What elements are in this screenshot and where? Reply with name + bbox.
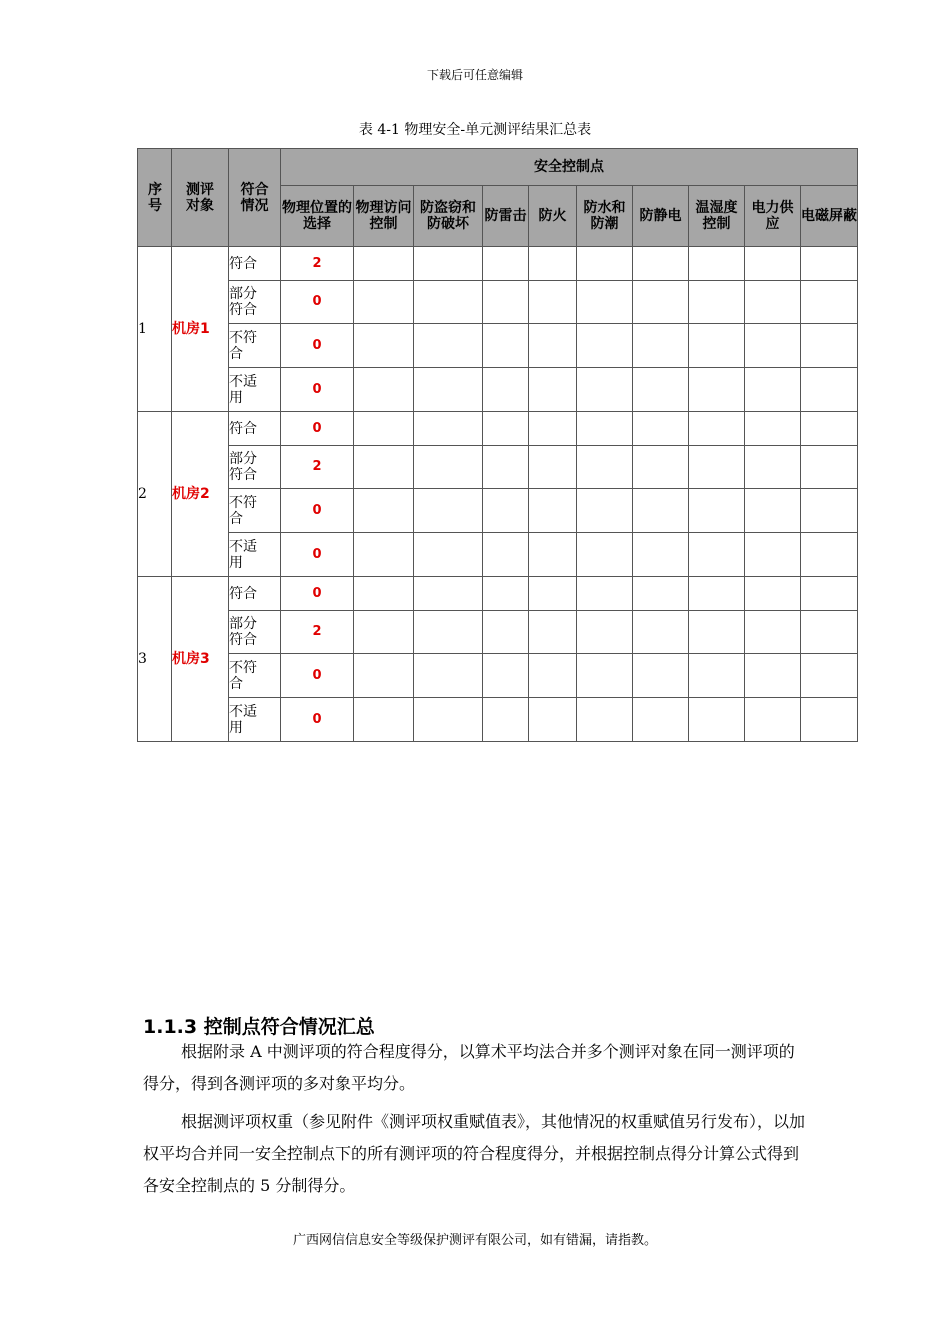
empty-cell xyxy=(354,247,414,281)
empty-cell xyxy=(633,446,689,489)
table-row xyxy=(138,324,858,368)
empty-cell xyxy=(354,446,414,489)
empty-cell xyxy=(633,533,689,577)
empty-cell xyxy=(529,247,577,281)
empty-cell xyxy=(577,654,633,698)
empty-cell xyxy=(633,611,689,654)
table-row xyxy=(138,489,858,533)
empty-cell xyxy=(689,412,745,446)
empty-cell xyxy=(577,489,633,533)
empty-cell xyxy=(483,577,529,611)
row-status-label: 部分符合 xyxy=(229,611,281,654)
empty-cell xyxy=(529,533,577,577)
empty-cell xyxy=(801,247,858,281)
empty-cell xyxy=(414,533,483,577)
empty-cell xyxy=(633,324,689,368)
empty-cell xyxy=(483,533,529,577)
header-control-point: 防盗窃和防破坏 xyxy=(414,186,483,247)
empty-cell xyxy=(577,611,633,654)
section-heading: 1.1.3 控制点符合情况汇总 xyxy=(143,1016,375,1038)
row-status-value: 0 xyxy=(281,698,354,742)
empty-cell xyxy=(529,611,577,654)
empty-cell xyxy=(801,281,858,324)
empty-cell xyxy=(529,368,577,412)
empty-cell xyxy=(745,577,801,611)
empty-cell xyxy=(354,611,414,654)
empty-cell xyxy=(801,654,858,698)
empty-cell xyxy=(483,368,529,412)
empty-cell xyxy=(483,611,529,654)
header-control-point: 防静电 xyxy=(633,186,689,247)
empty-cell xyxy=(745,611,801,654)
row-status-label: 不适用 xyxy=(229,698,281,742)
empty-cell xyxy=(745,533,801,577)
empty-cell xyxy=(801,533,858,577)
row-status-value: 0 xyxy=(281,281,354,324)
empty-cell xyxy=(483,247,529,281)
empty-cell xyxy=(483,281,529,324)
paragraph-1: 根据附录 A 中测评项的符合程度得分，以算术平均法合并多个测评对象在同一测评项的得分，得到各测评项的多对象平均分。 xyxy=(143,1042,795,1093)
table-row xyxy=(138,247,858,281)
empty-cell xyxy=(354,654,414,698)
footer-note: 广西网信信息安全等级保护测评有限公司，如有错漏，请指教。 xyxy=(292,1233,657,1248)
empty-cell xyxy=(577,324,633,368)
empty-cell xyxy=(689,324,745,368)
empty-cell xyxy=(689,698,745,742)
row-status-value: 2 xyxy=(281,446,354,489)
empty-cell xyxy=(577,412,633,446)
empty-cell xyxy=(529,324,577,368)
empty-cell xyxy=(801,446,858,489)
empty-cell xyxy=(577,247,633,281)
empty-cell xyxy=(801,368,858,412)
empty-cell xyxy=(483,489,529,533)
empty-cell xyxy=(633,281,689,324)
empty-cell xyxy=(745,324,801,368)
empty-cell xyxy=(483,698,529,742)
header-object: 测评对象 xyxy=(172,149,229,247)
result-summary-table xyxy=(137,148,858,742)
row-seq: 1 xyxy=(138,247,172,412)
empty-cell xyxy=(354,577,414,611)
row-status-value: 2 xyxy=(281,611,354,654)
empty-cell xyxy=(577,281,633,324)
empty-cell xyxy=(801,611,858,654)
empty-cell xyxy=(577,533,633,577)
empty-cell xyxy=(633,247,689,281)
row-status-value: 0 xyxy=(281,533,354,577)
empty-cell xyxy=(689,368,745,412)
row-status-value: 2 xyxy=(281,247,354,281)
table-row xyxy=(138,533,858,577)
empty-cell xyxy=(801,489,858,533)
empty-cell xyxy=(745,247,801,281)
table-row xyxy=(138,281,858,324)
table-row xyxy=(138,446,858,489)
table-caption: 表 4-1 物理安全-单元测评结果汇总表 xyxy=(358,122,592,138)
row-status-label: 符合 xyxy=(229,247,281,281)
empty-cell xyxy=(354,698,414,742)
empty-cell xyxy=(414,446,483,489)
empty-cell xyxy=(745,489,801,533)
header-control-points-group: 安全控制点 xyxy=(281,149,858,186)
header-control-point: 电磁屏蔽 xyxy=(801,186,858,247)
empty-cell xyxy=(689,577,745,611)
empty-cell xyxy=(745,698,801,742)
row-status-label: 不适用 xyxy=(229,533,281,577)
empty-cell xyxy=(483,324,529,368)
row-status-label: 符合 xyxy=(229,577,281,611)
header-control-point: 防水和防潮 xyxy=(577,186,633,247)
header-control-point: 物理位置的选择 xyxy=(281,186,354,247)
empty-cell xyxy=(801,412,858,446)
empty-cell xyxy=(483,446,529,489)
empty-cell xyxy=(633,698,689,742)
empty-cell xyxy=(414,611,483,654)
table-row xyxy=(138,698,858,742)
empty-cell xyxy=(745,281,801,324)
empty-cell xyxy=(414,412,483,446)
empty-cell xyxy=(801,324,858,368)
header-note: 下载后可任意编辑 xyxy=(426,68,523,82)
empty-cell xyxy=(689,611,745,654)
header-status: 符合情况 xyxy=(229,149,281,247)
empty-cell xyxy=(633,577,689,611)
empty-cell xyxy=(529,654,577,698)
empty-cell xyxy=(354,489,414,533)
empty-cell xyxy=(689,281,745,324)
empty-cell xyxy=(577,698,633,742)
row-status-value: 0 xyxy=(281,368,354,412)
empty-cell xyxy=(354,533,414,577)
empty-cell xyxy=(414,577,483,611)
empty-cell xyxy=(633,654,689,698)
row-status-label: 不符合 xyxy=(229,324,281,368)
empty-cell xyxy=(689,446,745,489)
row-seq: 2 xyxy=(138,412,172,577)
empty-cell xyxy=(689,654,745,698)
row-status-value: 0 xyxy=(281,324,354,368)
row-status-label: 不符合 xyxy=(229,654,281,698)
empty-cell xyxy=(745,412,801,446)
empty-cell xyxy=(529,577,577,611)
empty-cell xyxy=(529,412,577,446)
row-object: 机房3 xyxy=(172,577,229,742)
empty-cell xyxy=(529,489,577,533)
table-row xyxy=(138,654,858,698)
empty-cell xyxy=(414,368,483,412)
header-control-point: 电力供应 xyxy=(745,186,801,247)
empty-cell xyxy=(354,281,414,324)
empty-cell xyxy=(414,698,483,742)
empty-cell xyxy=(745,654,801,698)
empty-cell xyxy=(414,489,483,533)
row-object: 机房1 xyxy=(172,247,229,412)
row-status-label: 不适用 xyxy=(229,368,281,412)
row-status-value: 0 xyxy=(281,577,354,611)
header-control-point: 温湿度控制 xyxy=(689,186,745,247)
empty-cell xyxy=(414,654,483,698)
header-control-point: 防雷击 xyxy=(483,186,529,247)
empty-cell xyxy=(689,489,745,533)
empty-cell xyxy=(414,247,483,281)
empty-cell xyxy=(529,698,577,742)
paragraph-2: 根据测评项权重（参见附件《测评项权重赋值表》，其他情况的权重赋值另行发布），以加权平均合并同一安全控制点下的所有测评项的符合程度得分，并根据控制点得分计算公式得到各安全控制点的 5 分制得分。 xyxy=(143,1112,806,1195)
row-status-label: 符合 xyxy=(229,412,281,446)
header-control-point: 防火 xyxy=(529,186,577,247)
empty-cell xyxy=(577,577,633,611)
row-status-value: 0 xyxy=(281,489,354,533)
row-object: 机房2 xyxy=(172,412,229,577)
empty-cell xyxy=(633,412,689,446)
table-row xyxy=(138,611,858,654)
header-control-point: 物理访问控制 xyxy=(354,186,414,247)
row-status-value: 0 xyxy=(281,654,354,698)
empty-cell xyxy=(745,446,801,489)
empty-cell xyxy=(577,446,633,489)
row-status-label: 部分符合 xyxy=(229,446,281,489)
empty-cell xyxy=(354,368,414,412)
empty-cell xyxy=(414,324,483,368)
row-status-label: 部分符合 xyxy=(229,281,281,324)
empty-cell xyxy=(801,698,858,742)
empty-cell xyxy=(529,446,577,489)
empty-cell xyxy=(529,281,577,324)
empty-cell xyxy=(354,412,414,446)
empty-cell xyxy=(633,368,689,412)
row-status-value: 0 xyxy=(281,412,354,446)
empty-cell xyxy=(801,577,858,611)
empty-cell xyxy=(689,533,745,577)
table-row xyxy=(138,412,858,446)
empty-cell xyxy=(689,247,745,281)
empty-cell xyxy=(633,489,689,533)
empty-cell xyxy=(745,368,801,412)
row-seq: 3 xyxy=(138,577,172,742)
table-row xyxy=(138,577,858,611)
empty-cell xyxy=(483,412,529,446)
empty-cell xyxy=(414,281,483,324)
empty-cell xyxy=(354,324,414,368)
header-seq: 序号 xyxy=(138,149,172,247)
empty-cell xyxy=(577,368,633,412)
row-status-label: 不符合 xyxy=(229,489,281,533)
empty-cell xyxy=(483,654,529,698)
table-row xyxy=(138,368,858,412)
